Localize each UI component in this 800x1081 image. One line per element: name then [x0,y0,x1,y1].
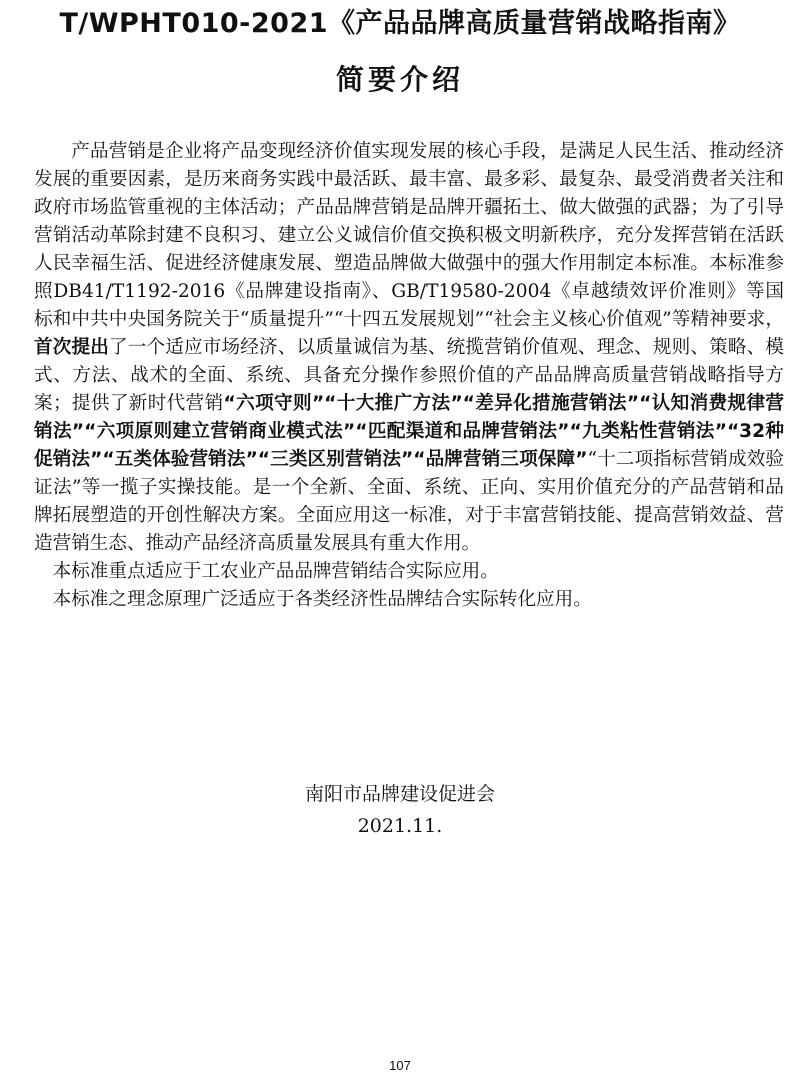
text-segment: “十二项指标营销成效验证法” [34,449,784,498]
text-segment: 了一个适应市场经济、以质量诚信为基、统揽营销价值观、理念、规则、策略、模式、方法、战术的全面、系统、具备充分操作参照价值的产品品牌高质量营销战略指导方案；提供了新时代营销 [34,337,784,414]
issuing-organization: 南阳市品牌建设促进会 [304,783,495,805]
document-title: T/WPHT010-2021《产品品牌高质量营销战略指南》 [59,8,741,39]
paragraph-scope-primary: 本标准重点适应于工农业产品品牌营销结合实际应用。 [52,561,499,582]
issue-date: 2021.11. [357,815,443,837]
document-body [34,138,784,614]
text-segment: 产品营销是企业将产品变现经济价值实现发展的核心手段，是满足人民生活、推动经济发展的重要因素，是历来商务实践中最活跃、最丰富、最多彩、最复杂、最受消费者关注和政府市场监管重视的主体活动；产品品牌营销是品牌开疆拓土、做大做强的武器；为了引导营销活动革除封建不良积习、建立公义诚信价值交换积极文明新秩序，充分发挥营销在活跃人民幸福生活、促进经济健康发展、塑造品牌做大做强中的强大作用制定本标准。本标准参照DB41/T1192-2016《品牌建设指南》、GB/T19580-2004《卓越绩效评价准则》等国标和中共中央国务院关于“质量提升”“十四五发展规划”“社会主义核心价值观”等精神要求， [34,141,784,330]
document-subtitle: 简要介绍 [335,63,464,96]
text-segment: 等一揽子实操技能。是一个全新、全面、系统、正向、实用价值充分的产品营销和品牌拓展塑造的开创性解决方案。全面应用这一标准，对于丰富营销技能、提高营销效益、营造营销生态、推动产品经济高质量发展具有重大作用。 [34,477,784,554]
paragraph-scope-general: 本标准之理念原理广泛适应于各类经济性品牌结合实际转化应用。 [52,589,592,610]
bold-segment: “六项守则”“十大推广方法”“差异化措施营销法”“认知消费规律营销法”“六项原则建立营销商业模式法”“匹配渠道和品牌营销法”“九类粘性营销法”“32种促销法”“五类体验营销法”“三类区别营销法”“品牌营销三项保障” [34,393,784,470]
paragraph-intro [34,138,784,558]
bold-segment: 首次提出 [34,337,110,358]
page-number: 107 [389,1058,411,1073]
